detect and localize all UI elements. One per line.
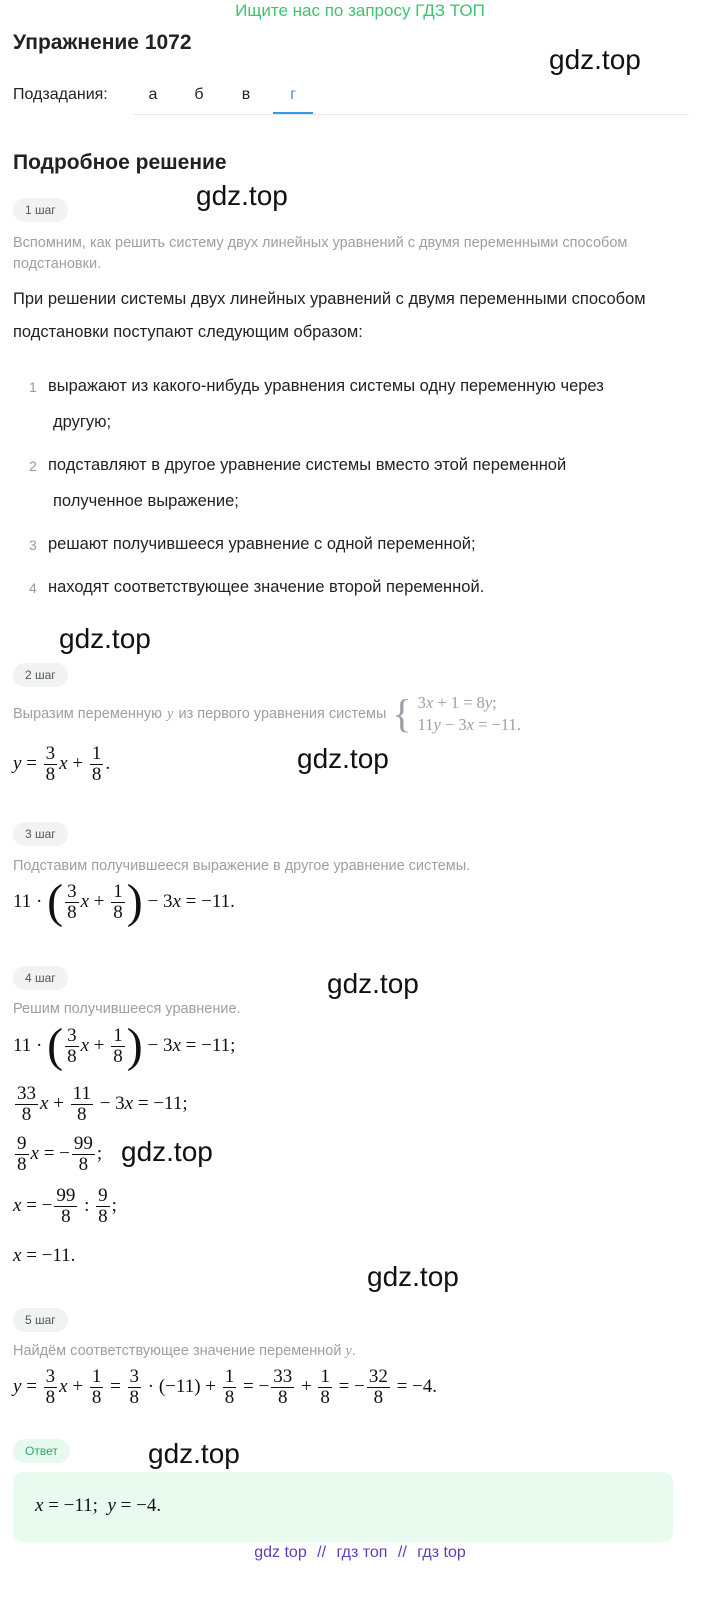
subtasks-label: Подзадания: <box>13 86 108 103</box>
watermark: gdz.top <box>196 180 288 211</box>
formula-step-4-line-3: $\frac{9}{8}$ x = − $\frac{99}{8}$ ; <box>17 1133 103 1175</box>
list-item <box>48 447 688 519</box>
tab-b[interactable]: б <box>194 86 204 103</box>
variable-y: y <box>345 1343 352 1359</box>
list-item-line: выражают из какого-нибудь уравнения системы одну переменную через <box>48 377 604 395</box>
answer-formula: x = −11; y = −4. <box>35 1495 162 1516</box>
footer-separator: // <box>397 1544 407 1561</box>
step-3-badge: 3 шаг <box>13 822 68 846</box>
tab-g[interactable]: г <box>273 80 313 114</box>
footer-link[interactable]: гдз топ <box>336 1544 388 1561</box>
variable-y: y <box>167 705 174 722</box>
watermark: gdz.top <box>549 44 641 75</box>
list-item-number: 2 <box>29 458 37 474</box>
step-2-hint-text: Выразим переменную <box>13 705 163 722</box>
answer-box <box>13 1472 673 1542</box>
step-5-hint: Найдём соответствующее значение переменной y. <box>13 1343 356 1359</box>
watermark: gdz.top <box>59 623 151 654</box>
list-item: решают получившееся уравнение с одной переменной; <box>48 535 476 553</box>
watermark: gdz.top <box>367 1261 459 1292</box>
footer-link[interactable]: гдз top <box>417 1544 466 1561</box>
step-2-hint-tail: из первого уравнения системы <box>178 705 387 722</box>
formula-step-4-line-5: x = −11. <box>13 1245 76 1266</box>
step-5-hint-text: Найдём соответствующее значение переменной <box>13 1343 342 1359</box>
step-4-badge: 4 шаг <box>13 966 68 990</box>
tab-a[interactable]: а <box>148 86 158 103</box>
formula-substitution: 11 · ( $\frac{3}{8}$ x + $\frac{1}{8}$ ) − 3 x = −11. <box>13 875 235 928</box>
step-3-hint: Подставим получившееся выражение в другое уравнение системы. <box>13 858 471 874</box>
tab-v[interactable]: в <box>241 86 251 103</box>
search-banner: Ищите нас по запросу ГДЗ ТОП <box>235 1 485 20</box>
list-item-line: полученное выражение; <box>53 492 239 510</box>
formula-y-expressed: y = $\frac{3}{8}$ x + $\frac{1}{8}$ . <box>13 743 111 785</box>
answer-badge: Ответ <box>13 1439 70 1463</box>
step-1-badge: 1 шаг <box>13 198 68 222</box>
page-title: Упражнение 1072 <box>13 31 192 54</box>
step-1-text: При решении системы двух линейных уравнений с двумя переменными способом подстановки поступают следующим образом: <box>13 290 646 341</box>
step-2-hint <box>13 692 521 736</box>
watermark: gdz.top <box>121 1136 213 1167</box>
list-item-number: 1 <box>29 379 37 395</box>
list-item-number: 4 <box>29 580 37 596</box>
watermark: gdz.top <box>327 968 419 999</box>
list-item-line: другую; <box>53 413 112 431</box>
formula-step-4-line-2: $\frac{33}{8}$ x + $\frac{11}{8}$ − 3 x = −11; <box>17 1083 188 1125</box>
watermark: gdz.top <box>148 1438 240 1469</box>
footer-links <box>0 1544 720 1562</box>
list-item-line: подставляют в другое уравнение системы вместо этой переменной <box>48 456 567 474</box>
equation-system: { 3x + 1 = 8y; 11y − 3x = −11. <box>392 691 521 736</box>
step-2-badge: 2 шаг <box>13 663 68 687</box>
formula-step-4-line-1: 11 · ( $\frac{3}{8}$ x + $\frac{1}{8}$ ) − 3 x = −11; <box>13 1019 236 1072</box>
section-title: Подробное решение <box>13 151 227 174</box>
formula-y-value: y = $\frac{3}{8}$ x + $\frac{1}{8}$ = $\frac{3}{8}$ · (−11) + $\frac{1}{8}$ = − $\frac{33}{8}$ + $\frac{1}{8}$ = − $\frac{32}{8}$ = −4. <box>13 1366 438 1408</box>
step-4-hint: Решим получившееся уравнение. <box>13 1001 241 1017</box>
list-item: находят соответствующее значение второй переменной. <box>48 578 485 596</box>
step-1-hint: Вспомним, как решить систему двух линейных уравнений с двумя переменными способом подстановки. <box>13 235 628 272</box>
watermark: gdz.top <box>297 743 389 774</box>
formula-step-4-line-4: x = − $\frac{99}{8}$ : $\frac{9}{8}$ ; <box>13 1185 117 1227</box>
subtasks-tabs <box>133 80 689 115</box>
step-5-badge: 5 шаг <box>13 1308 68 1332</box>
list-item-number: 3 <box>29 537 37 553</box>
footer-link[interactable]: gdz top <box>254 1544 307 1561</box>
footer-separator: // <box>317 1544 327 1561</box>
list-item <box>48 368 688 440</box>
